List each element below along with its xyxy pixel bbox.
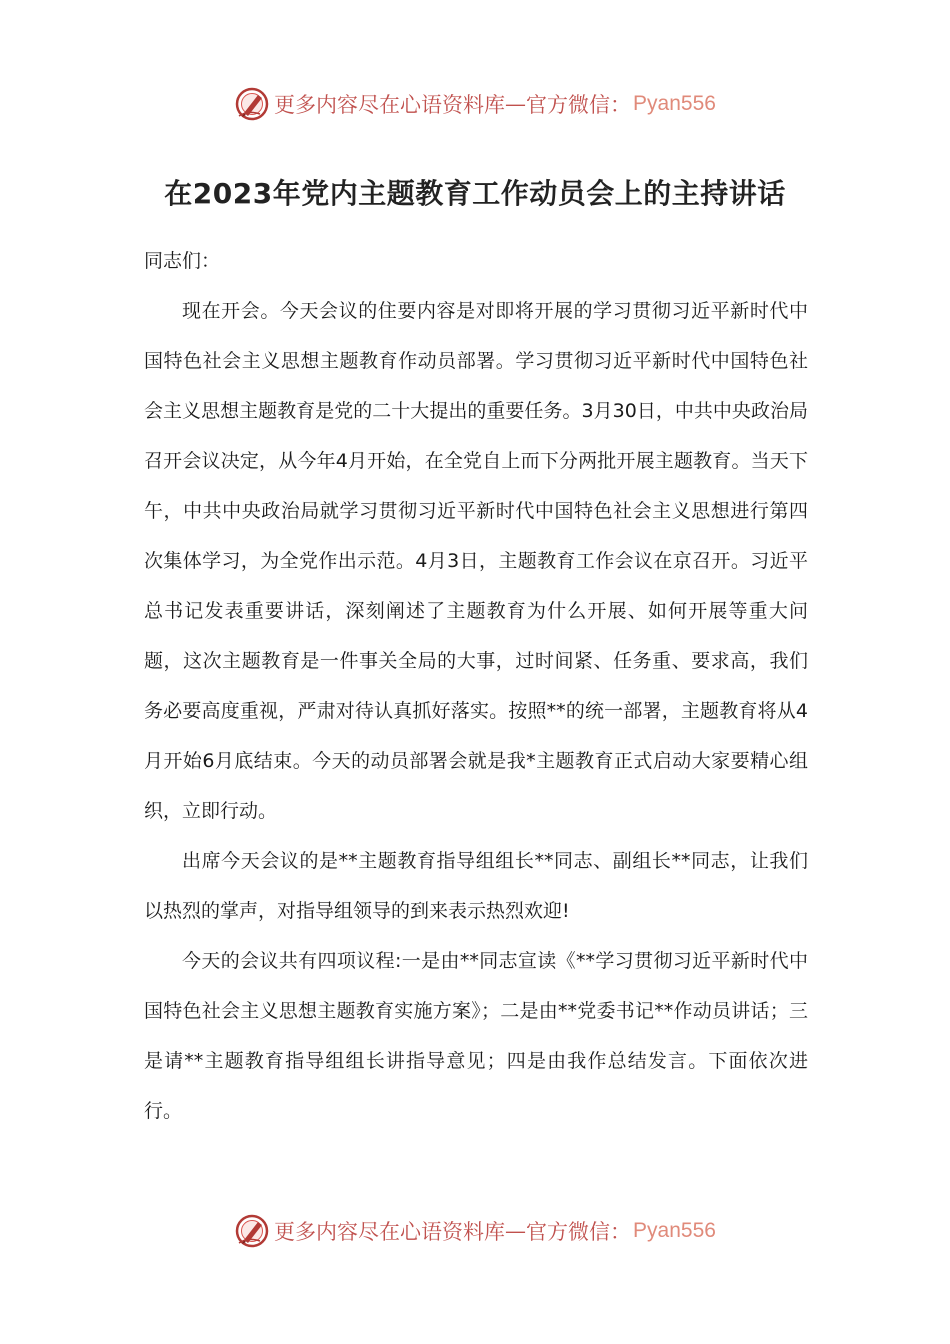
salutation: 同志们：: [144, 250, 221, 272]
document-body: [144, 236, 808, 1136]
banner-wechat-id: Pyan556: [633, 92, 716, 115]
banner-wechat-id: Pyan556: [633, 1219, 716, 1242]
banner-main-text: 更多内容尽在心语资料库: [274, 1220, 506, 1244]
pen-circle-logo-icon: [234, 1213, 270, 1249]
paragraph: 现在开会。今天会议的住要内容是对即将开展的学习贯彻习近平新时代中国特色社会主义思想主题教育作动员部署。学习贯彻习近平新时代中国特色社会主义思想主题教育是党的二十大提出的重要任务。3月30日，中共中央政治局召开会议决定，从今年4月开始，在全党自上而下分两批开展主题教育。当天下午，中共中央政治局就学习贯彻习近平新时代中国特色社会主义思想进行第四次集体学习，为全党作出示范。4月3日，主题教育工作会议在京召开。习近平总书记发表重要讲话，深刻阐述了主题教育为什么开展、如何开展等重大问题，这次主题教育是一件事关全局的大事，过时间紧、任务重、要求高，我们务必要高度重视，严肃对待认真抓好落实。按照**的统一部署，主题教育将从4月开始6月底结束。今天的动员部署会就是我*主题教育正式启动大家要精心组织，立即行动。: [144, 300, 808, 822]
banner-separator: —: [505, 92, 527, 116]
pen-circle-logo-icon: [234, 86, 270, 122]
header-banner: [0, 84, 950, 124]
paragraph: 今天的会议共有四项议程:一是由**同志宣读《**学习贯彻习近平新时代中国特色社会主义思想主题教育实施方案》；二是由**党委书记**作动员讲话；三是请**主题教育指导组组长讲指导意见；四是由我作总结发言。下面依次进行。: [144, 950, 808, 1122]
banner-wechat-label: 官方微信：: [526, 93, 632, 117]
footer-banner: [0, 1211, 950, 1251]
document-title: 在2023年党内主题教育工作动员会上的主持讲话: [164, 177, 786, 210]
banner-separator: —: [505, 1219, 527, 1243]
paragraph: 出席今天会议的是**主题教育指导组组长**同志、副组长**同志，让我们以热烈的掌声，对指导组领导的到来表示热烈欢迎!: [144, 850, 808, 922]
banner-main-text: 更多内容尽在心语资料库: [274, 93, 506, 117]
banner-wechat-label: 官方微信：: [526, 1220, 632, 1244]
